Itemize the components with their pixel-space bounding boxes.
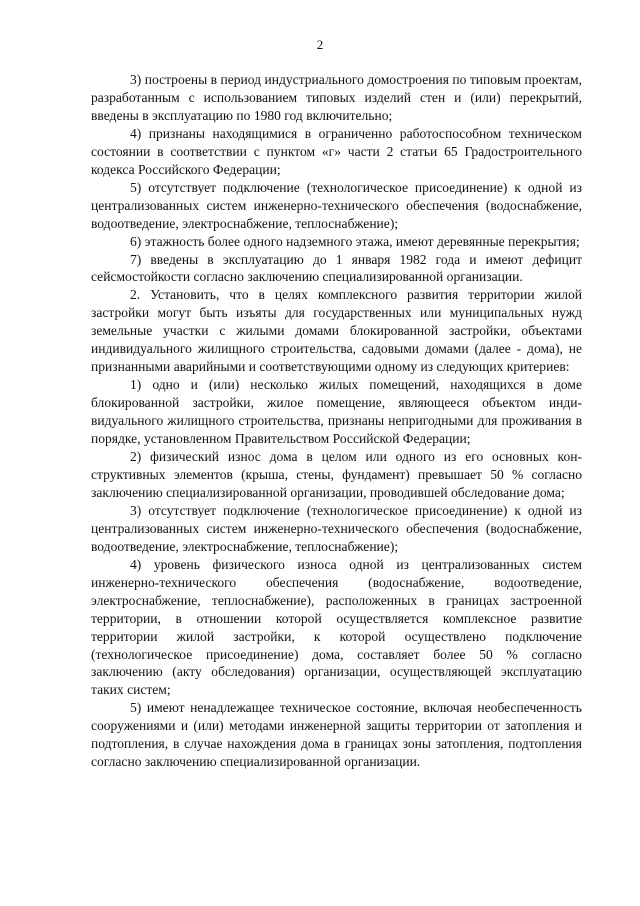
paragraph-section-2: 2. Установить, что в целях комплексного развития территории жилой застройки могут быть изъяты для государственных или муниципальных нужд земельные участки с жилыми домами блокированной застройки, объектами индивидуального жилищного строительства, садовыми домами (далее - дома), не признанными аварийными и соответствующими одному из следующих критериев:: [91, 287, 582, 375]
paragraph-section-2-item-5: 5) имеют ненадлежащее техническое состояние, включая необеспеченность сооружениями и (или) методами инженерной защиты территории от затопления и подтопления, в случае нахождения дома в границах зоны затопления, подтопления согласно заключению специализированной организации.: [91, 700, 582, 770]
document-body: [91, 71, 582, 771]
paragraph-criterion-6: 6) этажность более одного надземного этажа, имеют деревянные перекрытия;: [130, 233, 580, 249]
paragraph-section-2-item-2: 2) физический износ дома в целом или одного из его основных конструктивных элементов (крыша, стены, фундамент) превышает 50 % согласно заключению специализированной организации, проводившей обследование дома;: [91, 449, 582, 500]
paragraph-criterion-3: 3) построены в период индустриального домостроения по типовым проектам, разработанным с использованием типовых изделий стен и (или) перекрытий, введены в эксплуатацию по 1980 год включительно;: [91, 72, 582, 123]
paragraph-criterion-5: 5) отсутствует подключение (технологическое присоединение) к одной из централизованных систем инженерно-технического обеспечения (водоснабжение, водоотведение, электроснабжение, теплоснабжение);: [91, 179, 582, 231]
paragraph-section-2-item-1: 1) одно и (или) несколько жилых помещений, находящихся в доме блокированной застройки, жилое помещение, являющееся объектом индивидуального жилищного строительства, признаны непригодными для проживания в порядке, установленном Правительством Российской Федерации;: [91, 377, 582, 447]
page-number: 2: [316, 37, 324, 52]
paragraph-criterion-4: 4) признаны находящимися в ограниченно работоспособном техническом состоянии в соответствии с пунктом «г» части 2 статьи 65 Градостроительного кодекса Российского Федерации;: [91, 125, 582, 177]
paragraph-section-2-item-3: 3) отсутствует подключение (технологическое присоединение) к одной из централизованных систем инженерно-технического обеспечения (водоснабжение, водоотведение, электроснабжение, теплоснабжение);: [91, 502, 582, 554]
paragraph-criterion-7: 7) введены в эксплуатацию до 1 января 1982 года и имеют дефицит сейсмостойкости согласно заключению специализированной организации.: [91, 251, 582, 285]
paragraph-section-2-item-4: 4) уровень физического износа одной из централизованных систем инженерно-технического обеспечения (водоснабжение, водоотведение, электроснабжение, теплоснабжение), расположенных в границах застроенной территории, в отношении которой осуществляется комплексное развитие территории жилой застройки, к которой осуществлено подключение (технологическое присоединение) дома, составляет более 50 % согласно заключению (акту обследования) организации, осуществляющей эксплуатацию таких систем;: [91, 556, 582, 698]
